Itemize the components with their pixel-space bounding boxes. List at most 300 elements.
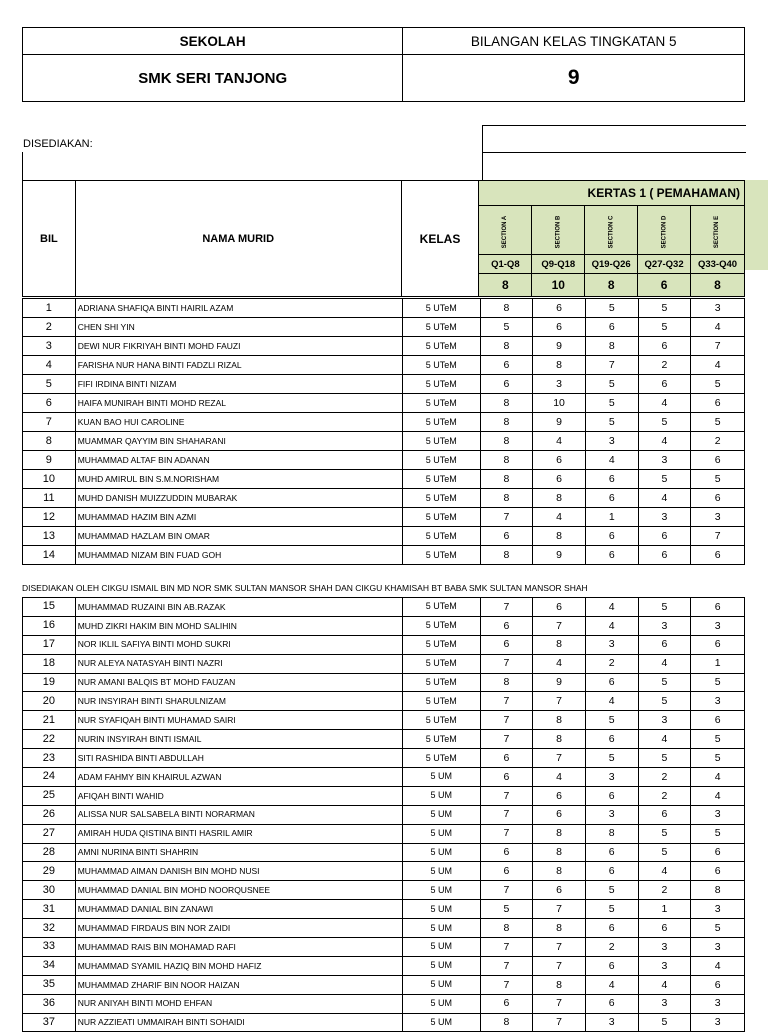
score-cell: 6 (638, 635, 691, 654)
score-cell: 7 (480, 711, 533, 730)
score-cell: 5 (691, 824, 745, 843)
score-cell: 8 (533, 975, 586, 994)
score-cell: 6 (691, 711, 745, 730)
score-cell: 6 (585, 489, 638, 508)
score-cell: 4 (585, 616, 638, 635)
score-cell: 5 (480, 318, 533, 337)
table-row (23, 919, 745, 938)
score-cell: 6 (585, 730, 638, 749)
table-row (23, 862, 745, 881)
section-label: SECTION E (714, 215, 721, 249)
bil-cell: 19 (23, 673, 76, 692)
score-cell: 5 (638, 749, 691, 768)
score-cell: 8 (585, 824, 638, 843)
kelas-cell: 5 UM (402, 938, 480, 957)
bil-cell: 3 (23, 337, 76, 356)
score-cell: 7 (533, 938, 586, 957)
score-cell: 8 (533, 527, 586, 546)
score-cell: 5 (638, 824, 691, 843)
student-name-cell: SITI RASHIDA BINTI ABDULLAH (75, 749, 402, 768)
score-cell: 5 (638, 692, 691, 711)
score-cell: 3 (638, 508, 691, 527)
bil-cell: 9 (23, 451, 76, 470)
section-header (479, 206, 532, 255)
score-cell: 6 (480, 375, 533, 394)
score-cell: 6 (691, 635, 745, 654)
bil-cell: 17 (23, 635, 76, 654)
bilangan-kelas-label: BILANGAN KELAS TINGKATAN 5 (403, 28, 745, 55)
question-range-header: Q33-Q40 (691, 255, 745, 274)
student-name-cell: MUHAMMAD FIRDAUS BIN NOR ZAIDI (75, 919, 402, 938)
score-cell: 6 (533, 451, 586, 470)
score-cell: 9 (533, 413, 586, 432)
score-cell: 8 (533, 862, 586, 881)
table-row (23, 975, 745, 994)
section-label: SECTION C (608, 215, 615, 249)
score-cell: 5 (480, 900, 533, 919)
bil-cell: 8 (23, 432, 76, 451)
score-cell: 5 (691, 413, 745, 432)
kelas-cell: 5 UTeM (402, 749, 480, 768)
score-cell: 8 (480, 470, 533, 489)
table-row (23, 616, 745, 635)
score-cell: 7 (480, 805, 533, 824)
score-cell: 6 (691, 489, 745, 508)
table-row (23, 432, 745, 451)
score-cell: 6 (585, 673, 638, 692)
score-cell: 4 (638, 394, 691, 413)
table-row (23, 749, 745, 768)
table-row (23, 489, 745, 508)
score-cell: 3 (585, 635, 638, 654)
bil-cell: 20 (23, 692, 76, 711)
bil-cell: 29 (23, 862, 76, 881)
score-cell: 8 (480, 546, 533, 565)
score-cell: 7 (480, 654, 533, 673)
score-cell: 4 (533, 508, 586, 527)
score-cell: 4 (691, 318, 745, 337)
score-cell: 3 (638, 451, 691, 470)
student-name-cell: MUHAMMAD RAIS BIN MOHAMAD RAFI (75, 938, 402, 957)
score-cell: 3 (691, 692, 745, 711)
kelas-cell: 5 UTeM (402, 692, 480, 711)
score-cell: 6 (691, 843, 745, 862)
kelas-cell: 5 UM (402, 1013, 480, 1032)
bil-cell: 13 (23, 527, 76, 546)
score-cell: 4 (638, 489, 691, 508)
score-cell: 3 (638, 711, 691, 730)
bil-cell: 36 (23, 994, 76, 1013)
student-name-cell: NUR ALEYA NATASYAH BINTI NAZRI (75, 654, 402, 673)
score-cell: 2 (638, 786, 691, 805)
score-cell: 6 (638, 375, 691, 394)
score-cell: 1 (638, 900, 691, 919)
kelas-cell: 5 UTeM (402, 337, 480, 356)
student-name-cell: MUAMMAR QAYYIM BIN SHAHARANI (75, 432, 402, 451)
score-cell: 8 (480, 432, 533, 451)
bil-cell: 6 (23, 394, 76, 413)
kelas-cell: 5 UTeM (402, 673, 480, 692)
bil-cell: 31 (23, 900, 76, 919)
score-cell: 6 (585, 470, 638, 489)
score-cell: 1 (691, 654, 745, 673)
section-header (585, 206, 638, 255)
score-cell: 2 (638, 768, 691, 787)
students-table-page2 (22, 597, 745, 1032)
score-cell: 6 (585, 956, 638, 975)
student-name-cell: ALISSA NUR SALSABELA BINTI NORARMAN (75, 805, 402, 824)
table-row (23, 598, 745, 617)
kelas-cell: 5 UM (402, 805, 480, 824)
student-name-cell: MUHD ZIKRI HAKIM BIN MOHD SALIHIN (75, 616, 402, 635)
student-name-cell: AFIQAH BINTI WAHID (75, 786, 402, 805)
disediakan-label: DISEDIAKAN: (23, 138, 93, 150)
kelas-cell: 5 UTeM (402, 508, 480, 527)
score-cell: 2 (585, 654, 638, 673)
question-range-header: Q9-Q18 (532, 255, 585, 274)
score-cell: 5 (691, 470, 745, 489)
table-row (23, 881, 745, 900)
score-cell: 6 (585, 527, 638, 546)
score-cell: 7 (533, 1013, 586, 1032)
table-row (23, 711, 745, 730)
score-cell: 4 (585, 975, 638, 994)
student-name-cell: MUHAMMAD RUZAINI BIN AB.RAZAK (75, 598, 402, 617)
student-name-cell: HAIFA MUNIRAH BINTI MOHD REZAL (75, 394, 402, 413)
kelas-cell: 5 UTeM (402, 635, 480, 654)
score-cell: 8 (480, 413, 533, 432)
score-cell: 9 (533, 673, 586, 692)
question-range-header: Q19-Q26 (585, 255, 638, 274)
score-cell: 7 (480, 956, 533, 975)
score-cell: 6 (585, 994, 638, 1013)
student-name-cell: ADRIANA SHAFIQA BINTI HAIRIL AZAM (75, 299, 402, 318)
score-cell: 4 (533, 654, 586, 673)
table-row (23, 843, 745, 862)
score-cell: 3 (691, 805, 745, 824)
score-cell: 5 (638, 470, 691, 489)
kelas-cell: 5 UM (402, 975, 480, 994)
score-cell: 8 (480, 451, 533, 470)
score-cell: 6 (691, 546, 745, 565)
sekolah-label: SEKOLAH (23, 28, 403, 55)
score-cell: 6 (480, 768, 533, 787)
student-name-cell: MUHAMMAD DANIAL BIN ZANAWI (75, 900, 402, 919)
score-cell: 8 (585, 337, 638, 356)
section-header (638, 206, 691, 255)
score-cell: 7 (691, 337, 745, 356)
bil-cell: 24 (23, 768, 76, 787)
table-row (23, 470, 745, 489)
score-cell: 6 (533, 881, 586, 900)
score-cell: 8 (533, 843, 586, 862)
table-row (23, 413, 745, 432)
score-cell: 6 (533, 299, 586, 318)
question-range-header: Q1-Q8 (479, 255, 532, 274)
kelas-cell: 5 UM (402, 768, 480, 787)
student-name-cell: MUHAMMAD HAZLAM BIN OMAR (75, 527, 402, 546)
score-cell: 4 (585, 451, 638, 470)
student-name-cell: NURIN INSYIRAH BINTI ISMAIL (75, 730, 402, 749)
score-cell: 6 (585, 843, 638, 862)
bil-cell: 23 (23, 749, 76, 768)
score-cell: 3 (691, 508, 745, 527)
student-name-cell: MUHD AMIRUL BIN S.M.NORISHAM (75, 470, 402, 489)
kelas-cell: 5 UM (402, 919, 480, 938)
score-cell: 6 (480, 635, 533, 654)
score-cell: 8 (480, 337, 533, 356)
score-cell: 5 (585, 749, 638, 768)
table-row (23, 768, 745, 787)
score-cell: 3 (638, 938, 691, 957)
student-name-cell: NUR SYAFIQAH BINTI MUHAMAD SAIRI (75, 711, 402, 730)
school-header-table (22, 27, 745, 102)
score-cell: 9 (533, 546, 586, 565)
kelas-cell: 5 UM (402, 881, 480, 900)
score-cell: 5 (691, 919, 745, 938)
score-cell: 5 (691, 673, 745, 692)
kelas-cell: 5 UTeM (402, 394, 480, 413)
score-cell: 5 (638, 318, 691, 337)
bil-cell: 2 (23, 318, 76, 337)
kelas-cell: 5 UM (402, 843, 480, 862)
table-row (23, 673, 745, 692)
score-cell: 6 (533, 318, 586, 337)
score-cell: 4 (691, 768, 745, 787)
bil-cell: 21 (23, 711, 76, 730)
score-cell: 6 (691, 451, 745, 470)
score-cell: 4 (585, 692, 638, 711)
max-mark-header: 8 (691, 274, 745, 297)
kelas-cell: 5 UTeM (402, 299, 480, 318)
score-cell: 6 (691, 598, 745, 617)
kelas-cell: 5 UTeM (402, 598, 480, 617)
bil-cell: 30 (23, 881, 76, 900)
kelas-cell: 5 UTeM (402, 527, 480, 546)
table-row (23, 635, 745, 654)
table-row (23, 375, 745, 394)
student-name-cell: NUR ANIYAH BINTI MOHD EHFAN (75, 994, 402, 1013)
table-row (23, 938, 745, 957)
score-cell: 3 (638, 994, 691, 1013)
credit-note: DISEDIAKAN OLEH CIKGU ISMAIL BIN MD NOR SMK SULTAN MANSOR SHAH DAN CIKGU KHAMISAH BT BABA SMK SULTAN MANSOR SHAH (22, 583, 588, 593)
score-cell: 9 (533, 337, 586, 356)
score-cell: 8 (533, 489, 586, 508)
score-cell: 6 (533, 786, 586, 805)
student-name-cell: NUR AZZIEATI UMMAIRAH BINTI SOHAIDI (75, 1013, 402, 1032)
score-cell: 7 (480, 508, 533, 527)
score-cell: 3 (638, 616, 691, 635)
score-cell: 7 (480, 730, 533, 749)
score-cell: 1 (585, 508, 638, 527)
score-cell: 7 (480, 881, 533, 900)
score-cell: 4 (638, 862, 691, 881)
kelas-cell: 5 UTeM (402, 616, 480, 635)
bil-cell: 37 (23, 1013, 76, 1032)
table-row (23, 824, 745, 843)
bil-cell: 25 (23, 786, 76, 805)
student-name-cell: MUHAMMAD ALTAF BIN ADANAN (75, 451, 402, 470)
kelas-cell: 5 UM (402, 900, 480, 919)
score-cell: 8 (480, 919, 533, 938)
kelas-cell: 5 UTeM (402, 654, 480, 673)
score-cell: 8 (480, 489, 533, 508)
score-cell: 3 (533, 375, 586, 394)
table-row (23, 508, 745, 527)
score-cell: 4 (638, 432, 691, 451)
score-cell: 8 (480, 394, 533, 413)
score-cell: 3 (585, 805, 638, 824)
score-cell: 7 (691, 527, 745, 546)
score-cell: 5 (585, 413, 638, 432)
student-name-cell: MUHAMMAD HAZIM BIN AZMI (75, 508, 402, 527)
table-row (23, 730, 745, 749)
score-cell: 6 (638, 337, 691, 356)
kelas-cell: 5 UTeM (402, 356, 480, 375)
score-cell: 5 (638, 299, 691, 318)
score-cell: 8 (691, 881, 745, 900)
score-cell: 5 (638, 673, 691, 692)
question-range-header: Q27-Q32 (638, 255, 691, 274)
student-name-cell: NUR INSYIRAH BINTI SHARULNIZAM (75, 692, 402, 711)
score-cell: 8 (533, 356, 586, 375)
students-table-page1 (22, 298, 745, 565)
student-name-cell: DEWI NUR FIKRIYAH BINTI MOHD FAUZI (75, 337, 402, 356)
table-row (23, 394, 745, 413)
score-cell: 2 (585, 938, 638, 957)
kelas-cell: 5 UTeM (402, 470, 480, 489)
score-cell: 5 (638, 598, 691, 617)
score-cell: 6 (533, 470, 586, 489)
score-cell: 7 (533, 749, 586, 768)
score-cell: 6 (585, 318, 638, 337)
table-row (23, 956, 745, 975)
score-cell: 6 (585, 919, 638, 938)
student-name-cell: NOR IKLIL SAFIYA BINTI MOHD SUKRI (75, 635, 402, 654)
student-name-cell: KUAN BAO HUI CAROLINE (75, 413, 402, 432)
student-name-cell: MUHAMMAD SYAMIL HAZIQ BIN MOHD HAFIZ (75, 956, 402, 975)
student-name-cell: AMNI NURINA BINTI SHAHRIN (75, 843, 402, 862)
nama-murid-header: NAMA MURID (75, 181, 401, 297)
bil-cell: 4 (23, 356, 76, 375)
table-row (23, 546, 745, 565)
student-name-cell: ADAM FAHMY BIN KHAIRUL AZWAN (75, 768, 402, 787)
score-cell: 3 (691, 938, 745, 957)
bil-cell: 1 (23, 299, 76, 318)
score-cell: 6 (585, 862, 638, 881)
score-cell: 4 (533, 432, 586, 451)
score-cell: 5 (691, 749, 745, 768)
section-header (691, 206, 745, 255)
bil-cell: 32 (23, 919, 76, 938)
score-cell: 6 (533, 598, 586, 617)
bil-cell: 33 (23, 938, 76, 957)
score-cell: 7 (533, 692, 586, 711)
preparer-box (482, 125, 746, 180)
score-cell: 6 (480, 994, 533, 1013)
score-cell: 2 (691, 432, 745, 451)
score-cell: 6 (480, 616, 533, 635)
school-name: SMK SERI TANJONG (23, 55, 403, 102)
score-cell: 7 (480, 975, 533, 994)
score-cell: 5 (638, 413, 691, 432)
table-row (23, 994, 745, 1013)
max-mark-header: 8 (585, 274, 638, 297)
section-label: SECTION B (555, 215, 562, 249)
score-cell: 5 (691, 375, 745, 394)
kelas-cell: 5 UTeM (402, 318, 480, 337)
student-name-cell: FIFI IRDINA BINTI NIZAM (75, 375, 402, 394)
bil-cell: 18 (23, 654, 76, 673)
bil-header: BIL (23, 181, 76, 297)
max-mark-header: 10 (532, 274, 585, 297)
kelas-cell: 5 UM (402, 862, 480, 881)
score-cell: 5 (585, 299, 638, 318)
kelas-cell: 5 UM (402, 994, 480, 1013)
table-row (23, 786, 745, 805)
class-count: 9 (403, 55, 745, 102)
table-row (23, 356, 745, 375)
score-cell: 6 (480, 527, 533, 546)
score-cell: 4 (691, 786, 745, 805)
score-cell: 5 (638, 1013, 691, 1032)
score-cell: 8 (533, 824, 586, 843)
score-cell: 7 (480, 598, 533, 617)
score-cell: 6 (691, 394, 745, 413)
max-mark-header: 6 (638, 274, 691, 297)
table-row (23, 692, 745, 711)
kelas-cell: 5 UM (402, 824, 480, 843)
score-cell: 4 (533, 768, 586, 787)
bil-cell: 26 (23, 805, 76, 824)
section-label: SECTION A (502, 215, 509, 249)
score-cell: 4 (691, 356, 745, 375)
score-cell: 4 (691, 956, 745, 975)
score-cell: 7 (480, 692, 533, 711)
score-cell: 3 (691, 1013, 745, 1032)
student-name-cell: MUHD DANISH MUIZZUDDIN MUBARAK (75, 489, 402, 508)
score-cell: 3 (691, 900, 745, 919)
score-cell: 6 (638, 919, 691, 938)
kelas-cell: 5 UTeM (402, 432, 480, 451)
table-row (23, 299, 745, 318)
score-cell: 3 (691, 299, 745, 318)
bil-cell: 16 (23, 616, 76, 635)
table-row (23, 451, 745, 470)
max-mark-header: 8 (479, 274, 532, 297)
score-cell: 7 (533, 900, 586, 919)
score-cell: 5 (585, 394, 638, 413)
score-cell: 8 (480, 1013, 533, 1032)
score-cell: 6 (585, 786, 638, 805)
score-cell: 8 (480, 299, 533, 318)
score-cell: 5 (638, 843, 691, 862)
score-cell: 6 (480, 356, 533, 375)
score-cell: 6 (691, 975, 745, 994)
student-name-cell: AMIRAH HUDA QISTINA BINTI HASRIL AMIR (75, 824, 402, 843)
score-cell: 7 (480, 824, 533, 843)
student-name-cell: FARISHA NUR HANA BINTI FADZLI RIZAL (75, 356, 402, 375)
bil-cell: 10 (23, 470, 76, 489)
kelas-cell: 5 UTeM (402, 546, 480, 565)
kelas-cell: 5 UTeM (402, 489, 480, 508)
score-cell: 6 (533, 805, 586, 824)
score-cell: 6 (585, 546, 638, 565)
score-cell: 7 (533, 994, 586, 1013)
score-cell: 7 (533, 616, 586, 635)
score-cell: 2 (638, 881, 691, 900)
student-name-cell: MUHAMMAD DANIAL BIN MOHD NOORQUSNEE (75, 881, 402, 900)
